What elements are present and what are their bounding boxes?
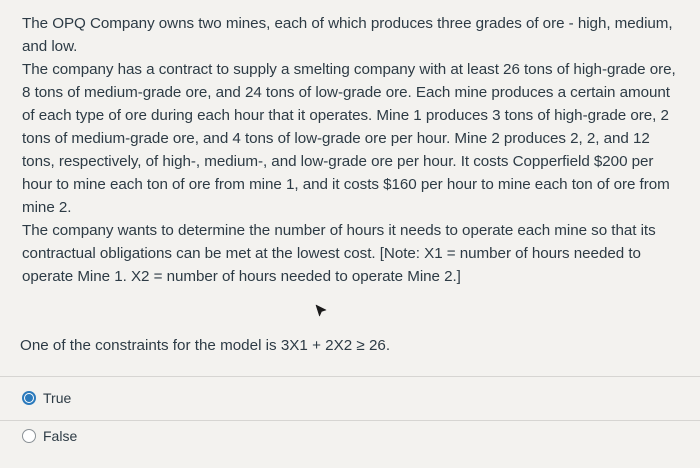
mouse-pointer-icon [314, 304, 328, 320]
question-paragraph-1: The OPQ Company owns two mines, each of which produces three grades of ore - high, medium, and low. [22, 15, 673, 55]
answer-option-true[interactable] [22, 388, 71, 408]
answer-label-false: False [43, 428, 78, 444]
radio-unselected-icon[interactable] [22, 429, 36, 443]
answer-option-false[interactable] [22, 426, 77, 446]
answer-divider [0, 420, 700, 421]
answer-label-true: True [43, 390, 72, 406]
question-prompt: One of the constraints for the model is 3X1 + 2X2 ≥ 26. [20, 337, 391, 354]
answer-divider [0, 376, 700, 377]
question-text [22, 12, 684, 288]
question-paragraph-2: The company has a contract to supply a smelting company with at least 26 tons of high-grade ore, 8 tons of medium-grade ore, and 24 tons of low-grade ore. Each mine produces a certain amount of each type of ore during each hour that it operates. Mine 1 produces 3 tons of high-grade ore, 2 tons of medium-grade ore, and 4 tons of low-grade ore per hour. Mine 2 produces 2, 2, and 12 tons, respectively, of high-, medium-, and low-grade ore per hour. It costs Copperfield $200 per hour to mine each ton of ore from mine 1, and it costs $160 per hour to mine each ton of ore from mine 2. [22, 61, 676, 216]
radio-selected-icon[interactable] [22, 391, 36, 405]
question-paragraph-3: The company wants to determine the number of hours it needs to operate each mine so that its contractual obligations can be met at the lowest cost. [Note: X1 = number of hours needed to operate Mine 1. X2 = number of hours needed to operate Mine 2.] [22, 222, 656, 285]
